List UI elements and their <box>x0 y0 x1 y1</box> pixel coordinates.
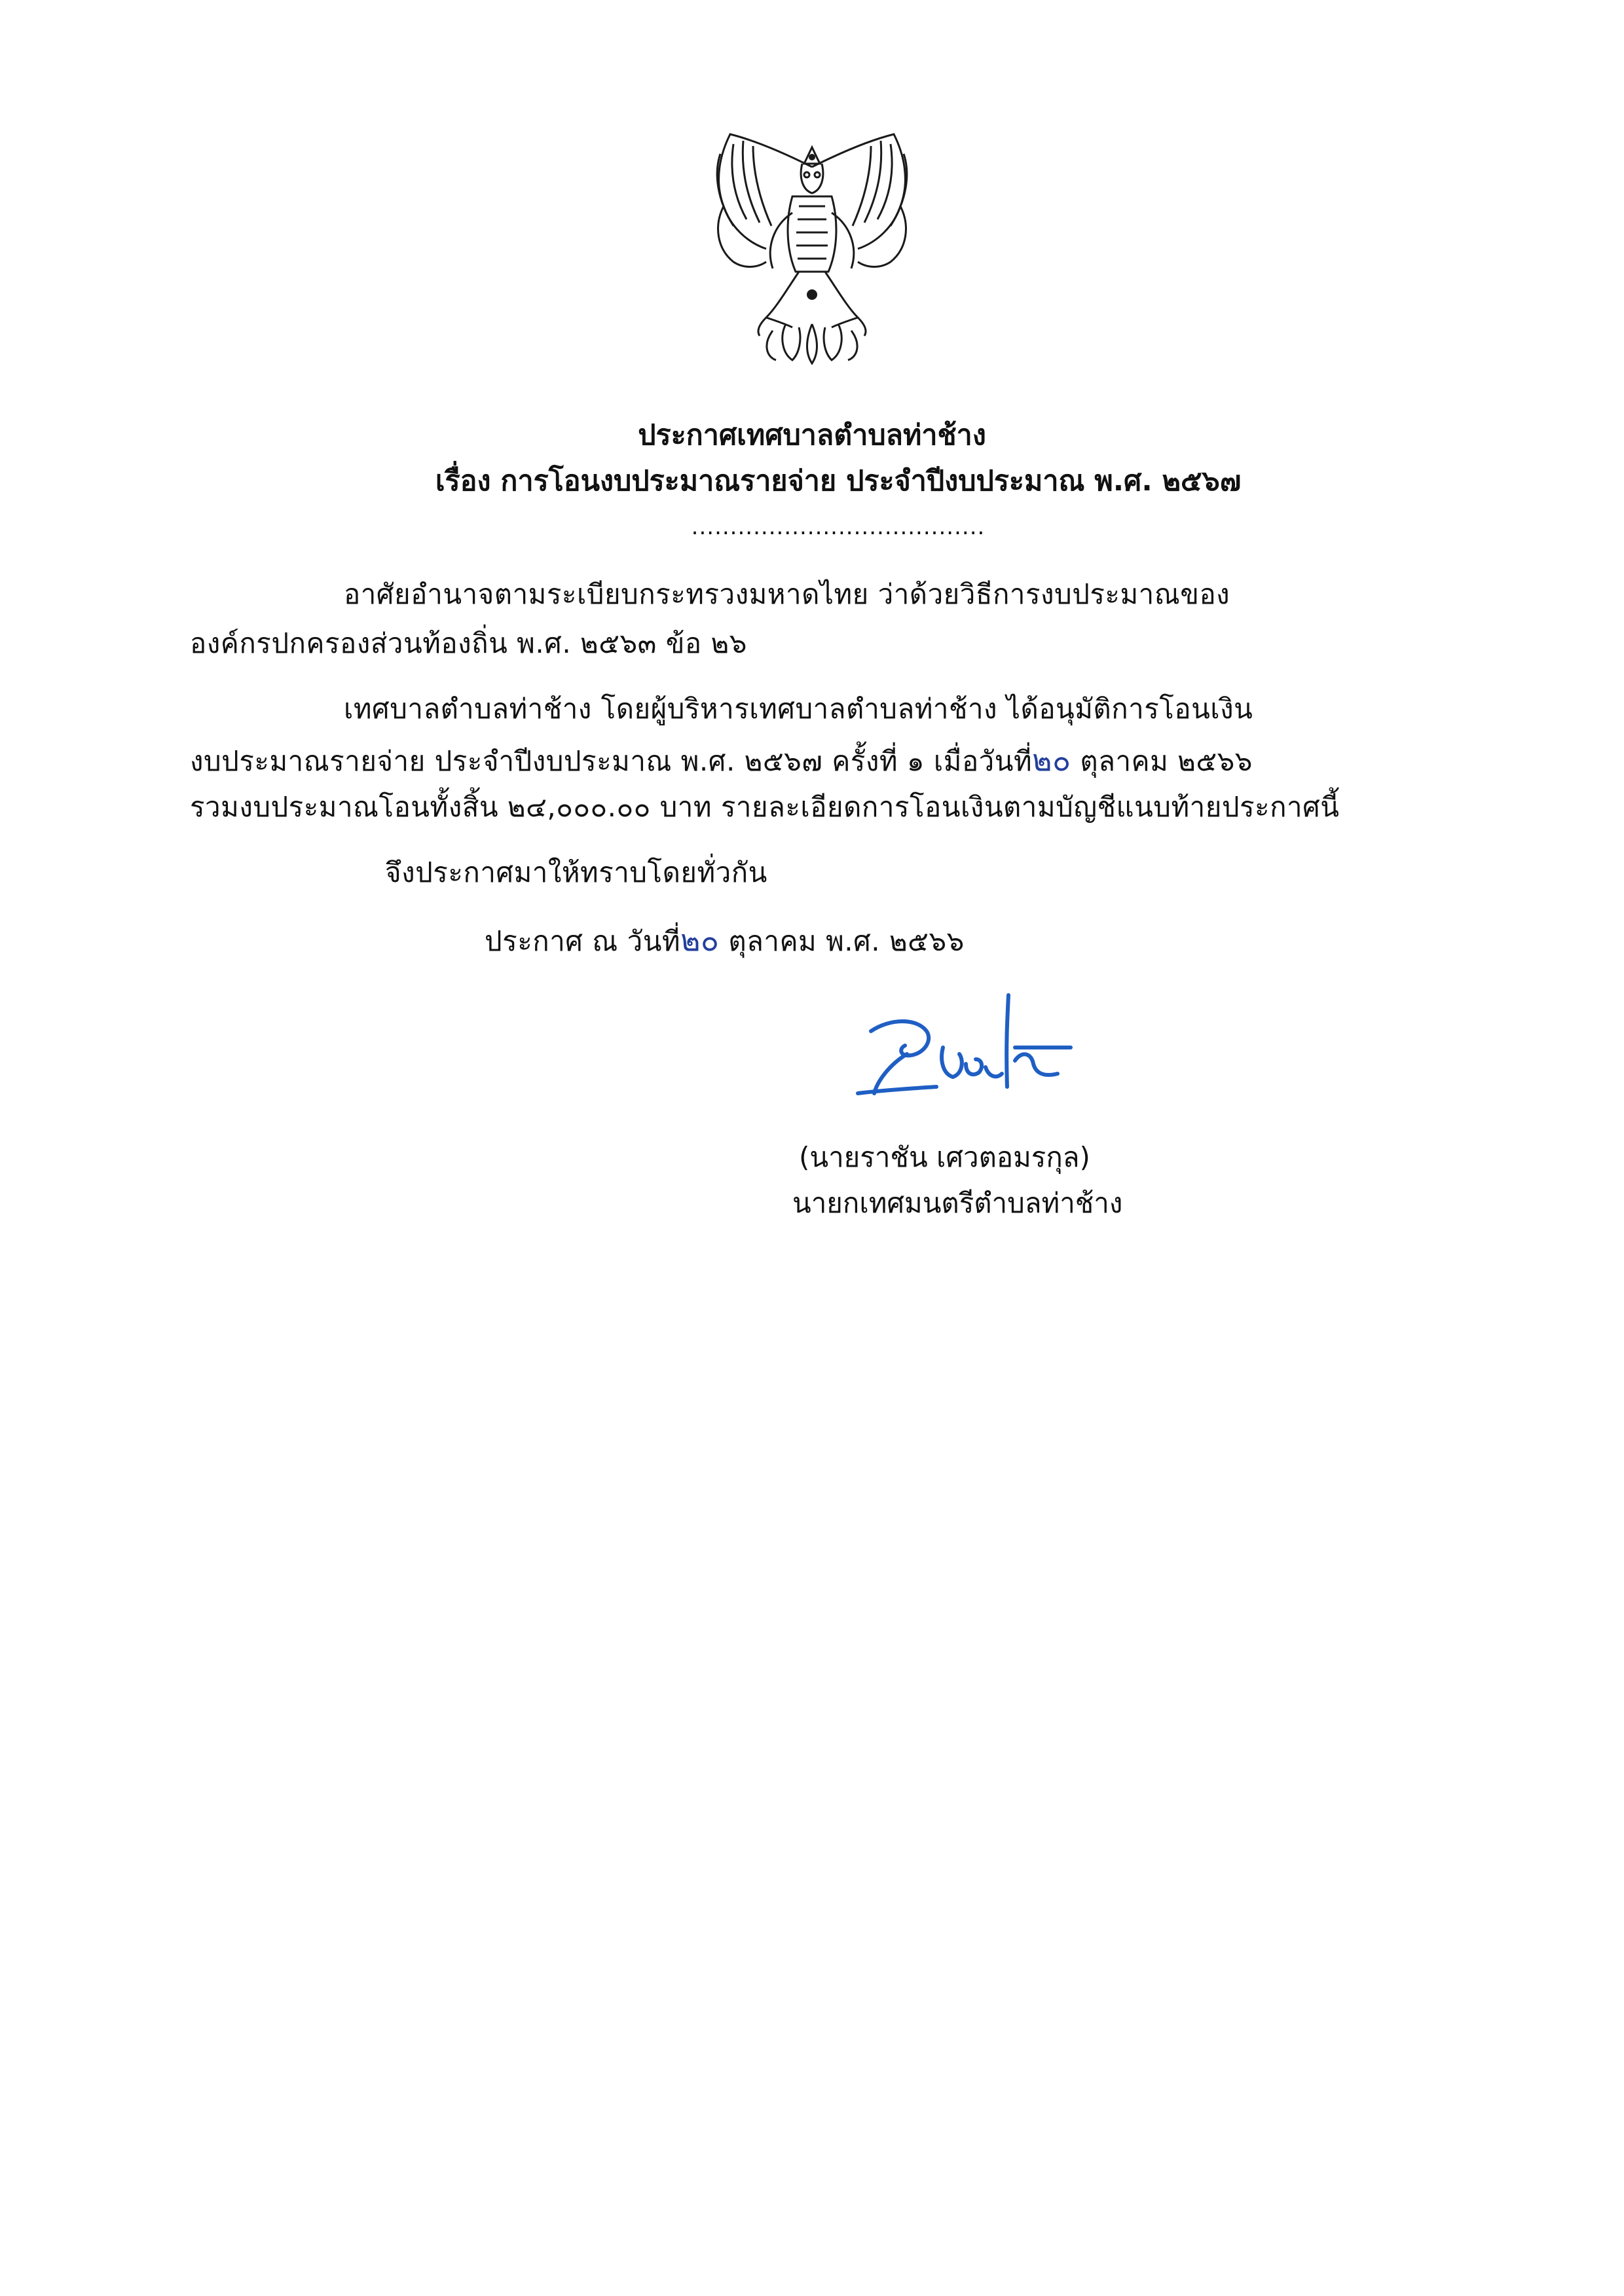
paragraph-2-line-3: รวมงบประมาณโอนทั้งสิ้น ๒๔,๐๐๐.๐๐ บาท รายละเอียดการโอนเงินตามบัญชีแนบท้ายประกาศนี้ <box>190 791 1340 823</box>
announcement-subject: เรื่อง การโอนงบประมาณรายจ่าย ประจำปีงบประมาณ พ.ศ. ๒๕๖๗ <box>435 465 1242 498</box>
announcement-date-suffix: ตุลาคม พ.ศ. ๒๕๖๖ <box>719 925 965 957</box>
paragraph-2-line-2-text: งบประมาณรายจ่าย ประจำปีงบประมาณ พ.ศ. ๒๕๖๗ ครั้งที่ ๑ เมื่อวันที่ <box>190 745 1033 777</box>
signer-position: นายกเทศมนตรีตำบลท่าช้าง <box>792 1187 1123 1219</box>
paragraph-2-line-2 <box>190 737 1253 784</box>
paragraph-1-line-2: องค์กรปกครองส่วนท้องถิ่น พ.ศ. ๒๕๖๓ ข้อ ๒๖ <box>190 627 747 659</box>
paragraph-1-line-1: อาศัยอำนาจตามระเบียบกระทรวงมหาดไทย ว่าด้วยวิธีการงบประมาณของ <box>344 578 1230 610</box>
announcement-date <box>485 917 965 964</box>
signature-icon <box>845 982 1080 1120</box>
separator-dots: ...................................... <box>691 514 986 540</box>
handwritten-date-day: ๒๐ <box>680 922 720 958</box>
paragraph-3: จึงประกาศมาให้ทราบโดยทั่วกัน <box>385 856 767 888</box>
paragraph-2-line-2-month: ตุลาคม ๒๕๖๖ <box>1071 745 1253 777</box>
handwritten-day: ๒๐ <box>1032 742 1071 778</box>
announcement-date-prefix: ประกาศ ณ วันที่ <box>485 925 681 957</box>
garuda-emblem-icon <box>694 128 930 367</box>
paragraph-2-line-1: เทศบาลตำบลท่าช้าง โดยผู้บริหารเทศบาลตำบลท่าช้าง ได้อนุมัติการโอนเงิน <box>344 693 1253 725</box>
signer-name: (นายราชัน เศวตอมรกุล) <box>799 1141 1090 1173</box>
announcement-title: ประกาศเทศบาลตำบลท่าช้าง <box>638 419 986 452</box>
